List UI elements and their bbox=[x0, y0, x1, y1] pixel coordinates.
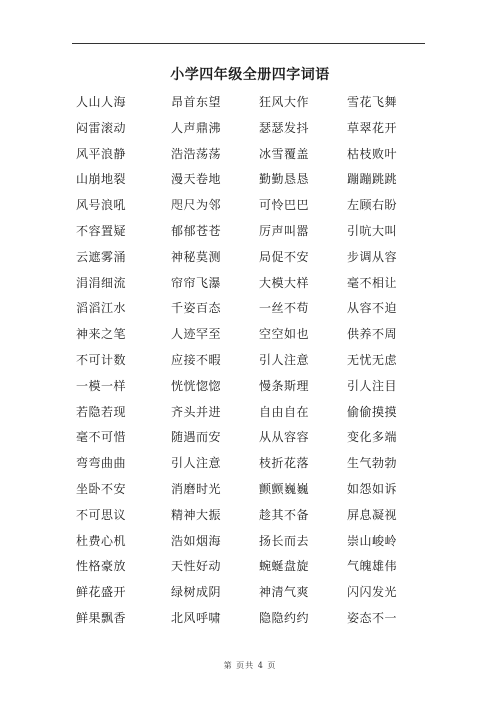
word-cell: 枝折花落 bbox=[259, 456, 310, 471]
word-cell: 神清气爽 bbox=[259, 585, 310, 600]
word-cell: 闷雷滚动 bbox=[76, 120, 127, 135]
word-cell: 左顾右盼 bbox=[347, 198, 398, 213]
word-cell: 郁郁苍苍 bbox=[171, 223, 222, 238]
word-cell: 精神大振 bbox=[171, 507, 222, 522]
word-cell: 无忧无虑 bbox=[347, 352, 398, 367]
page-footer: 第 页共 4 页 bbox=[223, 661, 277, 670]
word-cell: 浩浩荡荡 bbox=[171, 146, 222, 161]
word-cell: 性格豪放 bbox=[76, 559, 127, 574]
word-cell: 神来之笔 bbox=[76, 327, 127, 342]
word-cell: 人迹罕至 bbox=[171, 327, 222, 342]
word-cell: 从容不迫 bbox=[347, 301, 398, 316]
word-cell: 扬长而去 bbox=[259, 533, 310, 548]
word-cell: 绿树成阴 bbox=[171, 585, 222, 600]
word-cell: 勤勤恳恳 bbox=[259, 172, 310, 187]
word-cell: 崇山峻岭 bbox=[347, 533, 398, 548]
word-cell: 生气勃勃 bbox=[347, 456, 398, 471]
word-cell: 若隐若现 bbox=[76, 404, 127, 419]
word-cell: 一丝不苟 bbox=[259, 301, 310, 316]
word-cell: 鲜花盛开 bbox=[76, 585, 127, 600]
word-cell: 引人注意 bbox=[171, 456, 222, 471]
word-cell: 变化多端 bbox=[347, 430, 398, 445]
word-cell: 枯枝败叶 bbox=[347, 146, 398, 161]
word-cell: 供养不周 bbox=[347, 327, 398, 342]
word-cell: 咫尺为邻 bbox=[171, 198, 222, 213]
word-cell: 蜿蜒盘旋 bbox=[259, 559, 310, 574]
word-cell: 千姿百态 bbox=[171, 301, 222, 316]
word-cell: 风号浪吼 bbox=[76, 198, 127, 213]
word-cell: 云遮雾涌 bbox=[76, 249, 127, 264]
word-cell: 坐卧不安 bbox=[76, 481, 127, 496]
word-cell: 天性好动 bbox=[171, 559, 222, 574]
word-cell: 齐头并进 bbox=[171, 404, 222, 419]
word-cell: 应接不暇 bbox=[171, 352, 222, 367]
word-cell: 闪闪发光 bbox=[347, 585, 398, 600]
word-cell: 滔滔江水 bbox=[76, 301, 127, 316]
word-grid bbox=[76, 92, 436, 634]
word-cell: 人山人海 bbox=[76, 95, 127, 109]
word-cell: 引人注意 bbox=[259, 352, 310, 367]
word-cell: 杜费心机 bbox=[76, 533, 127, 548]
word-cell: 漫天卷地 bbox=[171, 172, 222, 187]
word-cell: 神秘莫测 bbox=[171, 249, 222, 264]
word-cell: 雪花飞舞 bbox=[347, 95, 398, 109]
word-cell: 隐隐约约 bbox=[259, 610, 310, 625]
word-cell: 恍恍惚惚 bbox=[171, 378, 222, 393]
word-cell: 如怨如诉 bbox=[347, 481, 398, 496]
word-cell: 随遇而安 bbox=[171, 430, 222, 445]
word-cell: 颤颤巍巍 bbox=[259, 481, 310, 496]
word-cell: 可怜巴巴 bbox=[259, 198, 310, 213]
word-cell: 山崩地裂 bbox=[76, 172, 127, 187]
page-title: 小学四年级全册四字词语 bbox=[170, 67, 330, 83]
word-cell: 草翠花开 bbox=[347, 120, 398, 135]
word-cell: 大模大样 bbox=[259, 275, 310, 290]
word-cell: 不可思议 bbox=[76, 507, 127, 522]
word-cell: 一模一样 bbox=[76, 378, 127, 393]
word-cell: 狂风大作 bbox=[259, 95, 310, 109]
header-rule bbox=[72, 43, 425, 44]
word-cell: 冰雪覆盖 bbox=[259, 146, 310, 161]
word-cell: 趁其不备 bbox=[259, 507, 310, 522]
word-cell: 毫不相让 bbox=[347, 275, 398, 290]
word-cell: 帘帘飞瀑 bbox=[171, 275, 222, 290]
word-cell: 姿态不一 bbox=[347, 610, 398, 625]
word-cell: 不可计数 bbox=[76, 352, 127, 367]
word-cell: 蹦蹦跳跳 bbox=[347, 172, 398, 187]
word-cell: 从从容容 bbox=[259, 430, 310, 445]
word-cell: 瑟瑟发抖 bbox=[259, 120, 310, 135]
word-cell: 昂首东望 bbox=[171, 95, 222, 109]
word-cell: 气魄雄伟 bbox=[347, 559, 398, 574]
word-cell: 空空如也 bbox=[259, 327, 310, 342]
word-cell: 北风呼啸 bbox=[171, 610, 222, 625]
word-cell: 步调从容 bbox=[347, 249, 398, 264]
word-cell: 弯弯曲曲 bbox=[76, 456, 127, 471]
word-cell: 鲜果飘香 bbox=[76, 610, 127, 625]
word-cell: 局促不安 bbox=[259, 249, 310, 264]
word-cell: 浩如烟海 bbox=[171, 533, 222, 548]
word-cell: 引吭大叫 bbox=[347, 223, 398, 238]
word-cell: 自由自在 bbox=[259, 404, 310, 419]
word-cell: 不容置疑 bbox=[76, 223, 127, 238]
word-cell: 厉声叫嚣 bbox=[259, 223, 310, 238]
word-cell: 屏息凝视 bbox=[347, 507, 398, 522]
word-cell: 涓涓细流 bbox=[76, 275, 127, 290]
word-cell: 风平浪静 bbox=[76, 146, 127, 161]
word-cell: 偷偷摸摸 bbox=[347, 404, 398, 419]
word-cell: 引人注目 bbox=[347, 378, 398, 393]
word-cell: 慢条斯理 bbox=[259, 378, 310, 393]
word-cell: 毫不可惜 bbox=[76, 430, 127, 445]
word-cell: 消磨时光 bbox=[171, 481, 222, 496]
word-cell: 人声鼎沸 bbox=[171, 120, 222, 135]
